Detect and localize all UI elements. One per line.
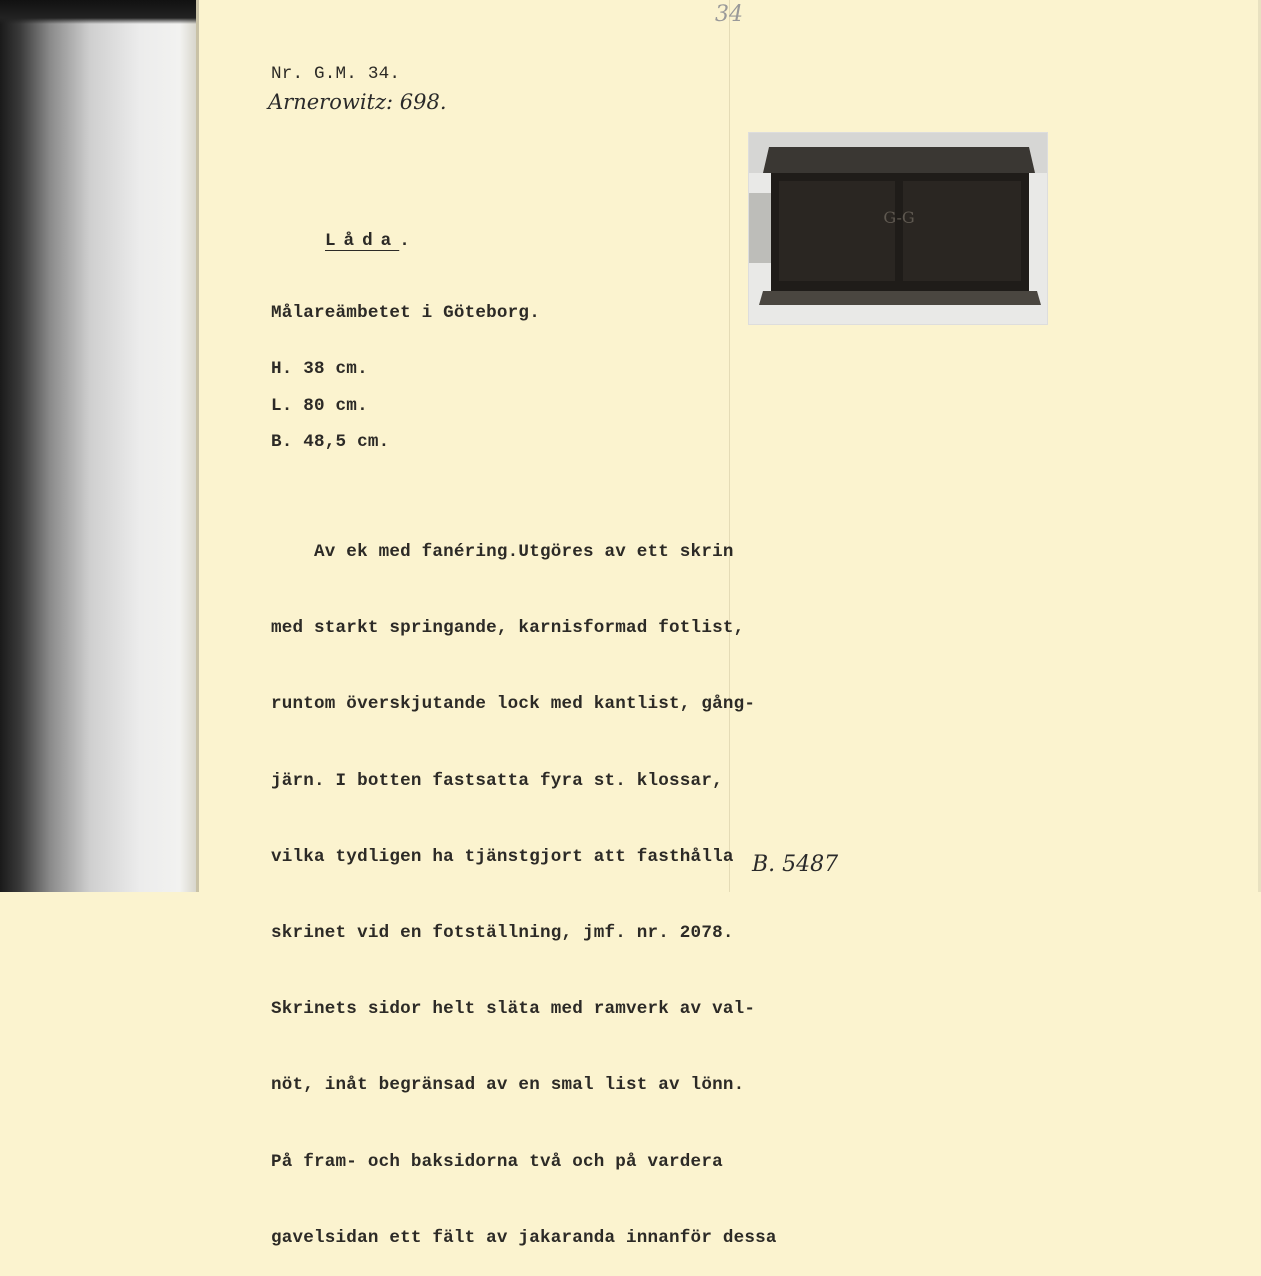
description-line: med starkt springande, karnisformad fotlist, xyxy=(271,618,745,639)
dimension-height: H. 38 cm. xyxy=(271,359,368,379)
binding-top-edge xyxy=(0,0,196,24)
description-line: gavelsidan ett fält av jakaranda innanför dessa xyxy=(271,1227,777,1248)
catalog-number: Nr. G.M. 34. xyxy=(271,64,401,84)
title-suffix: . xyxy=(399,231,410,251)
handwritten-reference: Arnerowitz: 698. xyxy=(268,90,447,114)
description-line: På fram- och baksidorna två och på vardera xyxy=(271,1151,723,1172)
page-edge xyxy=(196,0,199,892)
footer-handwritten-number: B. 5487 xyxy=(752,852,839,877)
description-text xyxy=(271,494,777,1276)
chest-image xyxy=(749,133,1047,324)
book-binding-shadow xyxy=(0,0,196,892)
description-line: skrinet vid en fotställning, jmf. nr. 2078. xyxy=(271,922,734,943)
description-line: nöt, inåt begränsad av en smal list av lönn. xyxy=(271,1075,745,1096)
title-text: Låda xyxy=(325,231,400,251)
dimension-width: B. 48,5 cm. xyxy=(271,432,390,452)
dimension-length: L. 80 cm. xyxy=(271,396,368,416)
description-line: Skrinets sidor helt släta med ramverk av val- xyxy=(271,999,756,1020)
chest-monogram: G-G xyxy=(883,208,915,227)
description-line: Av ek med fanéring.Utgöres av ett skrin xyxy=(271,542,734,562)
owner-line: Målareämbetet i Göteborg. xyxy=(271,303,540,323)
description-line: vilka tydligen ha tjänstgjort att fasthålla xyxy=(271,846,734,867)
document-title xyxy=(325,231,410,251)
description-line: runtom överskjutande lock med kantlist, gång- xyxy=(271,694,756,715)
corner-handwritten-mark: 34 xyxy=(715,2,743,27)
chest-photograph xyxy=(748,132,1048,325)
description-line: järn. I botten fastsatta fyra st. klossar, xyxy=(271,770,723,791)
